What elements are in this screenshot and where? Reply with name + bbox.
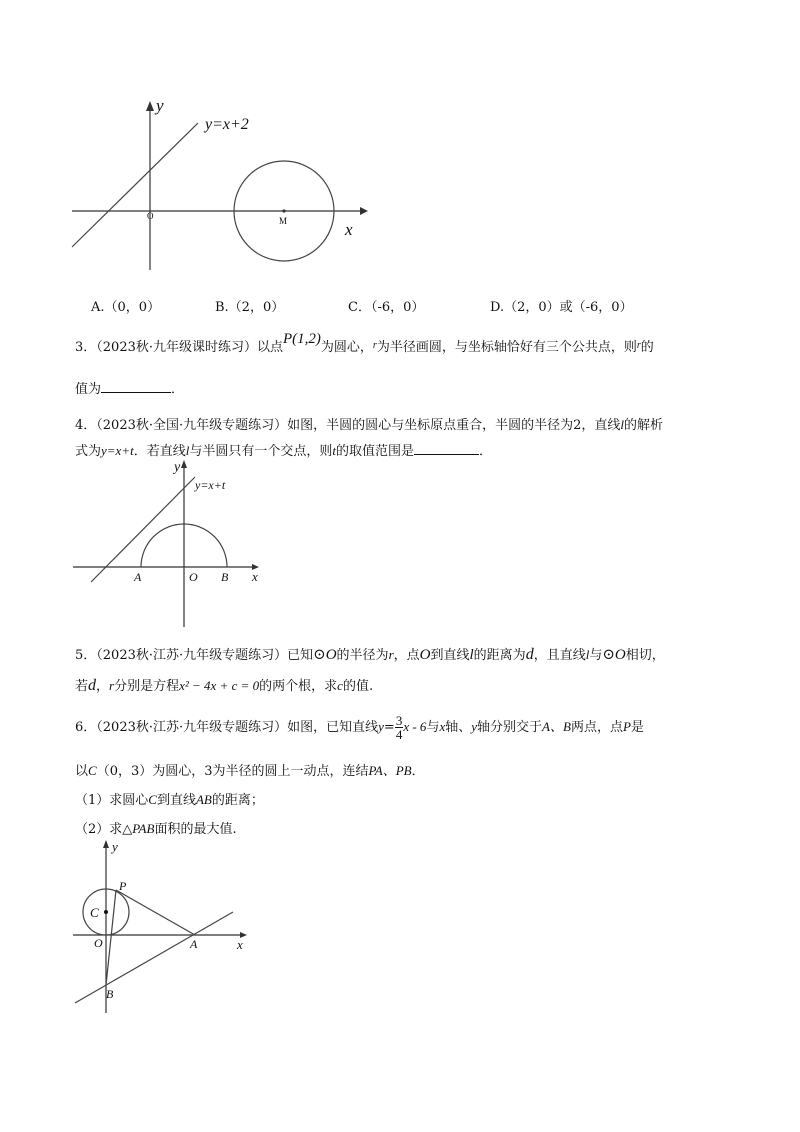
y-axis-label: y xyxy=(174,460,181,475)
var-c: C xyxy=(148,792,157,807)
point-c-label: C xyxy=(90,905,99,920)
question-text: 为半径画圆，与坐标轴恰好有三个公共点，则 xyxy=(376,340,637,355)
segment-pb xyxy=(106,890,116,985)
question-text: 相切， xyxy=(625,648,665,663)
var-y: y xyxy=(471,719,478,734)
question-4-line-1 xyxy=(75,414,663,433)
center-c-dot xyxy=(104,910,108,914)
question-text: 两点，点 xyxy=(570,720,623,735)
origin-label: O xyxy=(189,570,198,584)
question-text: 分别是方程 xyxy=(114,679,180,694)
var-o: O xyxy=(419,647,431,663)
segment-pa xyxy=(116,890,195,935)
option-c: C．（-6，0） xyxy=(348,300,425,315)
answer-blank[interactable] xyxy=(101,380,171,393)
equals: = xyxy=(383,720,395,735)
question-text: ． xyxy=(411,764,425,779)
question-6-sub-1 xyxy=(75,789,264,808)
question-5-line-1 xyxy=(75,644,665,664)
question-text: 到直线 xyxy=(430,648,470,663)
var-c: c xyxy=(337,678,343,693)
question-text: ，且直线 xyxy=(533,648,586,663)
question-6-line-2 xyxy=(75,760,425,779)
var-l: l xyxy=(469,647,474,663)
figure-semicircle xyxy=(65,455,280,630)
var-p: P xyxy=(622,719,631,734)
var-d: d xyxy=(525,646,534,663)
question-number: 6． xyxy=(75,720,97,735)
line-ab xyxy=(75,912,233,1003)
line-y-x-plus-2 xyxy=(72,123,198,247)
question-text: 与 xyxy=(426,720,440,735)
var-t: t xyxy=(332,443,336,458)
question-text: 与半圆只有一个交点，则 xyxy=(189,444,333,459)
question-text: （2）求△ xyxy=(75,822,133,837)
question-text: ．若直线 xyxy=(133,444,186,459)
answer-blank[interactable] xyxy=(414,442,479,455)
question-number: 5． xyxy=(75,648,97,663)
question-text: （1）求圆心 xyxy=(75,793,149,808)
line-ab: AB xyxy=(195,792,212,807)
line-label: y=x+t xyxy=(195,478,226,492)
point-b-label: B xyxy=(106,987,114,1001)
question-5-line-2 xyxy=(75,675,373,695)
point-a-label: A xyxy=(134,570,142,584)
x-axis-arrow-icon xyxy=(360,207,368,215)
fraction-denominator: 4 xyxy=(395,727,403,742)
question-text: 值为 xyxy=(75,382,102,397)
circle-o: ⊙O xyxy=(313,647,337,663)
point-a-label: A xyxy=(190,937,198,951)
y-axis-arrow-icon xyxy=(181,460,187,468)
var-y: y xyxy=(378,719,384,734)
x-axis-label: x xyxy=(237,937,243,952)
question-text: ． xyxy=(479,444,493,459)
center-dot xyxy=(282,209,285,212)
points-ab: A、B xyxy=(542,719,571,734)
question-text: 的解析 xyxy=(624,418,664,433)
origin-label: O xyxy=(147,211,154,221)
question-text: 的半径为 xyxy=(336,648,389,663)
question-text: 为圆心， xyxy=(320,340,373,355)
question-text: ，点 xyxy=(393,648,420,663)
x-axis-label: x xyxy=(252,569,258,584)
question-text: 轴、 xyxy=(445,720,472,735)
line-label: y=x+2 xyxy=(205,116,249,133)
question-text: 是 xyxy=(630,720,644,735)
point-b-label: B xyxy=(221,570,229,584)
question-text: 的距离为 xyxy=(473,648,526,663)
question-text: ， xyxy=(96,679,110,694)
var-r: r xyxy=(388,647,394,662)
question-number: 4． xyxy=(75,418,97,433)
option-a: A.（0，0） xyxy=(91,300,161,315)
x-axis-label: x xyxy=(345,220,353,239)
figure-triangle-pab xyxy=(65,835,265,1015)
question-text: （2023秋·江苏·九年级专题练习）如图，已知直线 xyxy=(96,720,379,735)
center-label: M xyxy=(279,216,288,226)
question-text: 以 xyxy=(75,764,89,779)
y-axis-arrow-icon xyxy=(146,101,154,111)
var-l: l xyxy=(185,443,190,458)
question-text: 的取值范围是 xyxy=(336,444,415,459)
equation: x - 6 xyxy=(403,719,427,734)
question-6-line-1 xyxy=(75,710,644,744)
question-3-line-2 xyxy=(75,378,184,397)
point-p: P(1,2) xyxy=(283,331,321,347)
question-text: 的 xyxy=(640,340,654,355)
question-text: 的值. xyxy=(342,679,374,694)
equation: x² − 4x + c = 0 xyxy=(179,678,260,693)
equation: y=x+t xyxy=(101,443,134,458)
circle-o: ⊙O xyxy=(602,647,626,663)
var-r: r xyxy=(372,340,377,351)
question-text: 与 xyxy=(589,648,603,663)
question-text: （0，3）为圆心，3为半径的圆上一动点，连结 xyxy=(96,764,369,779)
point-p-label: P xyxy=(119,879,127,893)
y-axis-label: y xyxy=(112,839,118,854)
var-l: l xyxy=(620,417,625,432)
line-y-x-plus-t xyxy=(91,477,195,582)
question-text: （2023秋·九年级课时练习）以点 xyxy=(96,340,283,355)
y-axis-label: y xyxy=(156,96,164,115)
var-r: r xyxy=(109,678,115,693)
question-text: （2023秋·全国·九年级专题练习）如图，半圆的圆心与坐标原点重合，半圆的半径为2，直线 xyxy=(96,418,621,433)
var-x: x xyxy=(439,719,446,734)
var-r: r xyxy=(636,340,641,351)
question-text: 到直线 xyxy=(156,793,196,808)
fraction-numerator: 3 xyxy=(395,713,403,728)
question-text: 的两个根，求 xyxy=(259,679,338,694)
question-text: 式为 xyxy=(75,444,102,459)
triangle-pab: PAB xyxy=(132,821,155,836)
var-c: C xyxy=(88,763,97,778)
question-text: （2023秋·江苏·九年级专题练习）已知 xyxy=(96,648,314,663)
question-text: 轴分别交于 xyxy=(477,720,543,735)
question-3-line-1 xyxy=(75,331,654,356)
question-text: ． xyxy=(171,382,185,397)
y-axis-arrow-icon xyxy=(103,840,109,848)
var-d: d xyxy=(88,677,97,694)
option-b: B.（2，0） xyxy=(215,300,285,315)
question-text: 面积的最大值. xyxy=(154,822,237,837)
segments-pa-pb: PA、PB xyxy=(368,763,412,778)
var-l: l xyxy=(585,647,590,662)
option-d: D.（2，0）或（-6，0） xyxy=(490,300,633,315)
origin-label: O xyxy=(94,936,103,950)
question-text: 若 xyxy=(75,679,89,694)
question-text: 的距离； xyxy=(211,793,264,808)
figure-circle-line xyxy=(60,95,380,280)
question-number: 3． xyxy=(75,340,97,355)
